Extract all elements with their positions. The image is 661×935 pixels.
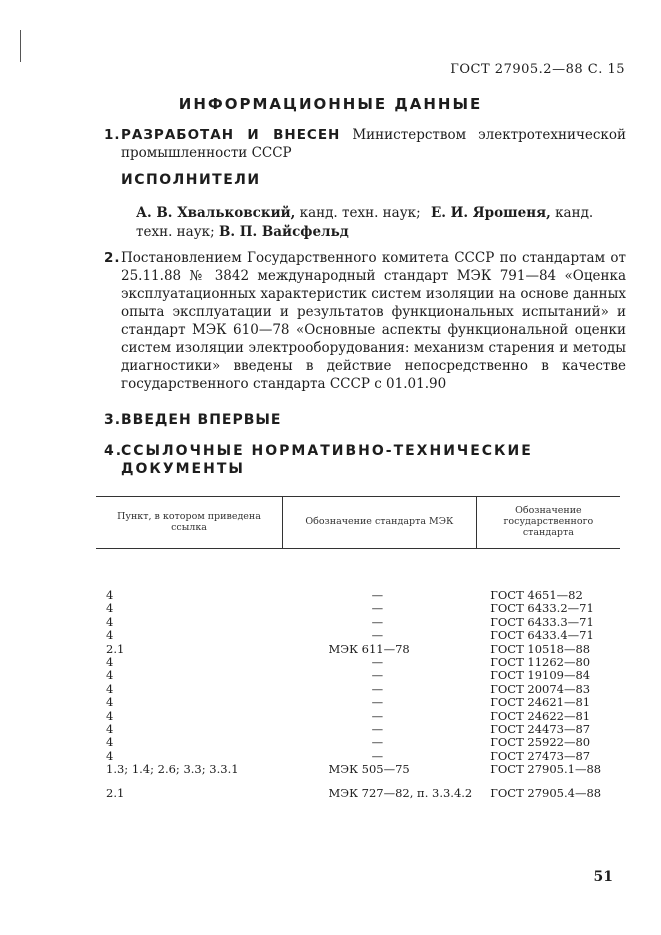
table-row [96,589,620,602]
section-3-text: ВВЕДЕН ВПЕРВЫЕ [121,412,282,428]
table-row [96,736,620,749]
page-header: ГОСТ 27905.2—88 С. 15 [450,62,625,77]
table-cell-iec: — [371,668,384,683]
table-row [96,616,620,629]
table-cell-iec: — [371,735,384,750]
author-2: Е. И. Ярошеня, [430,205,551,221]
table-cell-gost: ГОСТ 27473—87 [490,748,591,763]
section-4-text: ССЫЛОЧНЫЕ НОРМАТИВНО-ТЕХНИЧЕСКИЕ ДОКУМЕНТЫ [121,443,533,477]
table-cell-clause: 4 [106,735,114,750]
table-cell-gost: ГОСТ 27905.1—88 [490,762,602,777]
section-3 [104,411,626,429]
table-cell-clause: 2.1 [106,641,125,656]
table-cell-gost: ГОСТ 6433.3—71 [490,614,594,629]
table-cell-gost: ГОСТ 24622—81 [490,708,591,723]
author-1-degree: канд. техн. наук; [299,205,421,221]
table-cell-gost: ГОСТ 24473—87 [490,722,591,737]
table-row [96,723,620,736]
section-1-number: 1. [104,127,121,143]
col-header-iec: Обозначение стандарта МЭК [283,497,477,549]
table-cell-iec: — [371,681,384,696]
table-cell-iec: — [371,614,384,629]
table-cell-iec: МЭК 727—82, п. 3.3.4.2 [328,785,473,800]
table-cell-gost: ГОСТ 6433.2—71 [490,601,594,616]
table-cell-clause: 4 [106,668,114,683]
table-row [96,763,620,776]
reference-table [96,496,620,800]
section-4 [104,442,626,478]
table-row [96,750,620,763]
table-cell-gost: ГОСТ 24621—81 [490,695,591,710]
table-cell-clause: 4 [106,655,114,670]
table-row [96,696,620,709]
col-header-gost: Обозначение государственного стандарта [476,497,620,549]
page-number: 51 [593,869,613,885]
table-row [96,643,620,656]
table-cell-iec: — [371,628,384,643]
table-row [96,710,620,723]
author-2-degree: канд. техн. наук; [136,205,594,240]
table-cell-iec: — [371,695,384,710]
performers-list [136,204,626,242]
section-1-text [121,126,626,162]
author-3: В. П. Вайсфельд [218,224,349,240]
table-cell-clause: 4 [106,681,114,696]
table-cell-gost: ГОСТ 27905.4—88 [490,785,602,800]
table-cell-gost: ГОСТ 20074—83 [490,681,591,696]
section-3-number: 3. [104,412,122,428]
table-cell-clause: 2.1 [106,785,125,800]
section-2 [104,249,626,393]
table-cell-clause: 4 [106,695,114,710]
section-1 [104,126,626,162]
table-row [96,602,620,615]
table-cell-clause: 4 [106,748,114,763]
table-cell-gost: ГОСТ 25922—80 [490,735,591,750]
table-cell-gost: ГОСТ 19109—84 [490,668,591,683]
table-cell-clause: 4 [106,628,114,643]
table-cell-iec: — [371,601,384,616]
table-row [96,656,620,669]
author-1: А. В. Хвальковский, [136,205,296,221]
table-cell-iec: — [371,655,384,670]
table-body [96,549,620,801]
table-row [96,629,620,642]
table-cell-iec: — [371,748,384,763]
margin-mark [20,30,21,62]
table-cell-clause: 4 [106,722,114,737]
performers-heading: ИСПОЛНИТЕЛИ [121,172,261,188]
table-cell-gost: ГОСТ 4651—82 [490,588,583,602]
table-cell-clause: 1.3; 1.4; 2.6; 3.3; 3.3.1 [106,762,239,777]
table-cell-iec: — [371,708,384,723]
table-cell-iec: — [371,722,384,737]
section-1-rest: Министерством электротехнической промышленности СССР [121,127,626,161]
table-cell-clause: 4 [106,601,114,616]
table-cell-gost: ГОСТ 11262—80 [490,655,591,670]
section-2-number: 2. [104,250,121,266]
table-header-row [96,497,620,549]
table-spacer [96,549,620,590]
table-cell-clause: 4 [106,708,114,723]
table-cell-iec: МЭК 611—78 [328,641,410,656]
section-2-text: Постановлением Государственного комитета СССР по стандартам от 25.11.88 № 3842 международный стандарт МЭК 791—84 «Оценка эксплуатационных характеристик систем изоляции на основе данных опыта эксплуатации и результатов функциональных испытаний» и стандарт МЭК 610—78 «Основные аспекты функциональной оценки систем изоляции электрооборудования: механизм старения и методы диагностики» введены в действие непосредственно в качестве государственного стандарта СССР с 01.01.90 [121,250,626,392]
page-title: ИНФОРМАЦИОННЫЕ ДАННЫЕ [178,95,483,113]
table-cell-gost: ГОСТ 10518—88 [490,641,591,656]
col-header-clause: Пункт, в котором приведена ссылка [96,497,283,549]
table-row [96,787,620,800]
table-cell-clause: 4 [106,614,114,629]
section-4-number: 4. [104,443,124,459]
table-row [96,669,620,682]
table-cell-gost: ГОСТ 6433.4—71 [490,628,594,643]
table-row [96,683,620,696]
table-cell-iec: — [371,588,384,602]
section-1-caps: РАЗРАБОТАН И ВНЕСЕН [121,127,341,143]
table-cell-iec: МЭК 505—75 [328,762,410,777]
table-cell-clause: 4 [106,588,114,602]
